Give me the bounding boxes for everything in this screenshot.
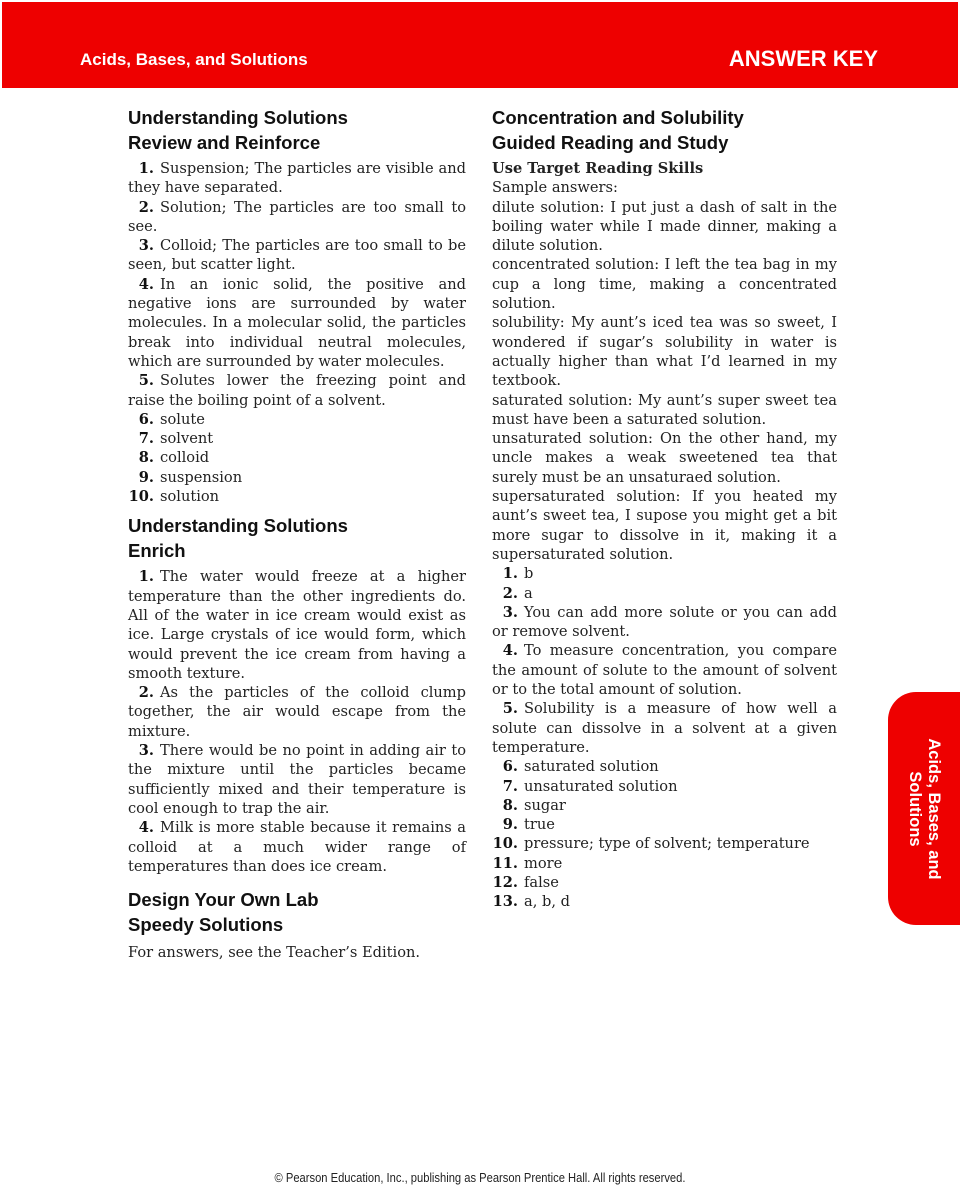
answer-item bbox=[492, 584, 837, 603]
item-number: 1. bbox=[138, 160, 154, 177]
answer-item bbox=[128, 741, 466, 818]
sample-answers bbox=[492, 198, 837, 565]
heading-line-2: Speedy Solutions bbox=[128, 913, 284, 935]
answer-item bbox=[128, 275, 466, 371]
answer-item bbox=[128, 371, 466, 410]
item-number: 3. bbox=[502, 603, 518, 621]
answer-item bbox=[492, 873, 837, 892]
item-number: 7. bbox=[138, 430, 154, 448]
answer-item bbox=[128, 159, 466, 198]
answer-item bbox=[492, 834, 837, 853]
answer-item bbox=[128, 468, 466, 487]
item-number: 3. bbox=[138, 742, 154, 760]
answer-key-label: ANSWER KEY bbox=[728, 46, 878, 71]
answer-list bbox=[128, 567, 466, 876]
item-number: 6. bbox=[138, 410, 154, 428]
answer-item bbox=[128, 448, 466, 467]
item-text: colloid bbox=[160, 449, 210, 467]
item-text: Colloid; The particles are too small to be seen, but scatter light. bbox=[128, 237, 466, 274]
section-heading bbox=[128, 514, 466, 563]
answer-item bbox=[492, 641, 837, 699]
item-number: 9. bbox=[138, 468, 154, 486]
item-text: solvent bbox=[160, 430, 214, 448]
answer-item bbox=[492, 796, 837, 815]
item-text: a, b, d bbox=[524, 893, 570, 911]
subheading: Use Target Reading Skills bbox=[492, 160, 704, 177]
answer-item bbox=[492, 777, 837, 796]
sample-paragraph: solubility: My aunt’s iced tea was so sweet, I wondered if sugar’s solubility in water is actually higher than what I’d learned in my textbook. bbox=[492, 314, 837, 390]
heading-line-1: Understanding Solutions bbox=[128, 515, 348, 537]
item-number: 2. bbox=[502, 584, 518, 602]
item-number: 12. bbox=[492, 873, 518, 891]
answer-item bbox=[492, 815, 837, 834]
item-text: sugar bbox=[524, 796, 566, 814]
section-review-reinforce bbox=[128, 106, 466, 506]
answer-item bbox=[128, 487, 466, 506]
item-number: 1. bbox=[502, 565, 518, 583]
item-number: 4. bbox=[502, 642, 518, 660]
answer-list bbox=[128, 159, 466, 506]
page-header-bar bbox=[2, 2, 958, 88]
answer-item bbox=[492, 699, 837, 757]
chapter-title: Acids, Bases, and Solutions bbox=[80, 50, 308, 69]
answer-list bbox=[492, 564, 837, 911]
item-text: b bbox=[524, 565, 534, 583]
item-number: 8. bbox=[138, 449, 154, 467]
item-number: 5. bbox=[502, 700, 518, 718]
item-number: 6. bbox=[502, 758, 518, 776]
heading-line-2: Review and Reinforce bbox=[128, 131, 321, 153]
heading-line-2: Guided Reading and Study bbox=[492, 131, 729, 153]
heading-line-1: Design Your Own Lab bbox=[128, 889, 319, 911]
heading-line-2: Enrich bbox=[128, 539, 186, 561]
item-text: more bbox=[524, 854, 563, 872]
item-text: solute bbox=[160, 410, 205, 428]
section-heading bbox=[492, 106, 837, 155]
section-body: For answers, see the Teacher’s Edition. bbox=[128, 944, 421, 962]
item-text: solution bbox=[160, 488, 220, 506]
answer-item bbox=[128, 683, 466, 741]
answer-item bbox=[492, 757, 837, 776]
item-text: You can add more solute or you can add or remove solvent. bbox=[492, 603, 837, 641]
item-number: 10. bbox=[492, 835, 518, 853]
item-text: Solutes lower the freezing point and raise the boiling point of a solvent. bbox=[128, 372, 466, 409]
answer-item bbox=[128, 410, 466, 429]
item-text: pressure; type of solvent; temperature bbox=[524, 835, 810, 853]
answer-item bbox=[128, 818, 466, 876]
sample-paragraph: supersaturated solution: If you heated my aunt’s sweet tea, I supose you might get a bit more sugar to dissolve in it, making it a supersaturated solution. bbox=[492, 488, 837, 563]
item-number: 8. bbox=[502, 796, 518, 814]
item-number: 2. bbox=[138, 684, 154, 702]
item-number: 4. bbox=[138, 819, 154, 837]
heading-line-1: Concentration and Solubility bbox=[492, 107, 744, 128]
section-enrich bbox=[128, 514, 466, 876]
chapter-side-tab bbox=[888, 692, 960, 925]
item-text: saturated solution bbox=[524, 758, 659, 776]
item-text: There would be no point in adding air to the mixture until the particles became sufficiently mixed and their temperature is cool enough to trap the air. bbox=[128, 742, 466, 817]
item-number: 10. bbox=[128, 488, 154, 506]
answer-item bbox=[128, 567, 466, 683]
answer-item bbox=[492, 854, 837, 873]
item-text: suspension bbox=[160, 468, 243, 486]
sample-paragraph: dilute solution: I put just a dash of salt in the boiling water while I made dinner, making a dilute solution. bbox=[492, 198, 837, 255]
item-number: 11. bbox=[492, 854, 518, 872]
item-text: Solubility is a measure of how well a solute can dissolve in a solvent at a given temperature. bbox=[492, 700, 837, 756]
item-text: To measure concentration, you compare the amount of solute to the amount of solvent or to the total amount of solution. bbox=[492, 642, 837, 699]
item-number: 7. bbox=[502, 777, 518, 795]
answer-item bbox=[492, 564, 837, 583]
side-tab-line-2: Solutions bbox=[906, 770, 924, 847]
intro-text: Sample answers: bbox=[492, 179, 618, 197]
item-number: 2. bbox=[138, 198, 154, 216]
item-text: false bbox=[524, 873, 559, 891]
right-column bbox=[492, 106, 837, 912]
item-text: a bbox=[524, 584, 533, 602]
side-tab-label bbox=[905, 738, 943, 879]
answer-item bbox=[128, 429, 466, 448]
heading-line-1: Understanding Solutions bbox=[128, 107, 348, 128]
section-design-lab bbox=[128, 888, 466, 962]
copyright-footer: © Pearson Education, Inc., publishing as Pearson Prentice Hall. All rights reserved. bbox=[274, 1170, 686, 1185]
item-text: As the particles of the colloid clump together, the air would escape from the mixture. bbox=[128, 684, 466, 740]
item-text: unsaturated solution bbox=[524, 777, 678, 795]
item-number: 1. bbox=[138, 568, 154, 586]
item-number: 13. bbox=[492, 893, 518, 911]
answer-item bbox=[492, 892, 837, 911]
item-text: In an ionic solid, the positive and negative ions are surrounded by water molecules. In a molecular solid, the particles break into individual neutral molecules, which are surrounded by water molecules. bbox=[128, 275, 466, 370]
sample-paragraph: concentrated solution: I left the tea bag in my cup a long time, making a concentrated solution. bbox=[492, 256, 837, 313]
sample-paragraph: saturated solution: My aunt’s super sweet tea must have been a saturated solution. bbox=[492, 391, 837, 428]
answer-item bbox=[128, 236, 466, 275]
sample-paragraph: unsaturated solution: On the other hand, my uncle makes a weak sweetened tea that surely must be an unsaturaed solution. bbox=[492, 430, 837, 486]
item-number: 9. bbox=[502, 816, 518, 834]
item-text: Milk is more stable because it remains a colloid at a much wider range of temperatures than does ice cream. bbox=[128, 819, 466, 875]
left-column bbox=[128, 106, 466, 962]
item-text: The water would freeze at a higher temperature than the other ingredients do. All of the water in ice cream would exist as ice. Large crystals of ice would form, which would prevent the ice cream from having a smooth texture. bbox=[128, 568, 466, 682]
answer-item bbox=[128, 198, 466, 237]
item-number: 4. bbox=[138, 275, 154, 293]
item-number: 5. bbox=[138, 372, 154, 390]
item-text: Solution; The particles are too small to see. bbox=[128, 198, 466, 235]
answer-item bbox=[492, 603, 837, 642]
item-text: Suspension; The particles are visible and they have separated. bbox=[128, 160, 466, 197]
side-tab-line-1: Acids, Bases, and bbox=[925, 737, 943, 880]
section-heading bbox=[128, 888, 466, 937]
item-number: 3. bbox=[138, 237, 154, 255]
section-heading bbox=[128, 106, 466, 155]
item-text: true bbox=[524, 816, 555, 834]
